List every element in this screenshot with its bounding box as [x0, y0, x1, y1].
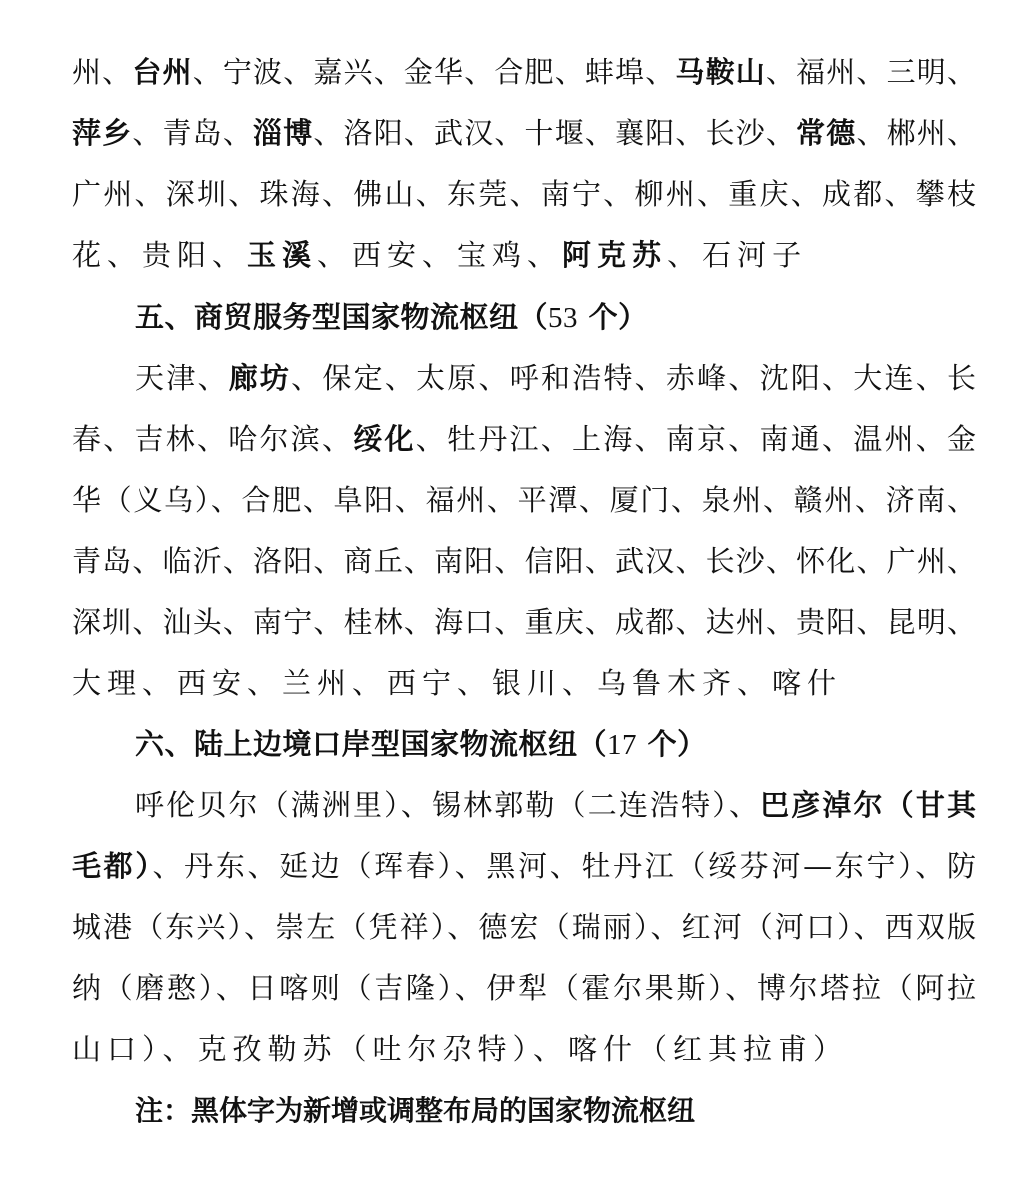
- section6-heading-title: 六、陆上边境口岸型国家物流枢纽（: [135, 727, 608, 761]
- hub-name-text: 、洛阳、武汉、十堰、襄阳、长沙、: [313, 116, 797, 150]
- hub-name-text: 广州、深圳、珠海、佛山、东莞、南宁、柳州、重庆、成都、攀枝: [72, 177, 976, 211]
- section6-line-3: [72, 907, 976, 947]
- section6-line-4: [72, 968, 976, 1008]
- hub-name-text: 、宁波、嘉兴、金华、合肥、蚌埠、: [192, 55, 676, 89]
- hub-name-text: 、丹东、延边（珲春）、黑河、牡丹江（绥芬河—东宁）、防: [152, 849, 976, 883]
- hub-name-text: 城港（东兴）、崇左（凭祥）、德宏（瑞丽）、红河（河口）、西双版: [72, 910, 976, 944]
- section6-heading: [135, 724, 976, 764]
- section6-line-5: [72, 1029, 976, 1069]
- highlighted-hub-name: 淄博: [253, 116, 314, 150]
- hub-name-text: 大理、西安、兰州、西宁、银川、乌鲁木齐、喀什: [72, 666, 843, 700]
- section5-line-1: [135, 358, 976, 398]
- hub-name-text: 、石河子: [667, 238, 808, 272]
- section4-line-4: [72, 235, 976, 275]
- hub-name-text: 青岛、临沂、洛阳、商丘、南阳、信阳、武汉、长沙、怀化、广州、: [72, 544, 976, 578]
- hub-name-text: 呼伦贝尔（满洲里）、锡林郭勒（二连浩特）、: [135, 788, 761, 822]
- section5-line-2: [72, 419, 976, 459]
- hub-name-text: 华（义乌）、合肥、阜阳、福州、平潭、厦门、泉州、赣州、济南、: [72, 483, 976, 517]
- section5-line-5: [72, 602, 976, 642]
- hub-name-text: 、郴州、: [856, 116, 976, 150]
- highlighted-hub-name: 廊坊: [228, 361, 292, 395]
- section4-line-1: [72, 52, 976, 92]
- section6-heading-suffix: 个）: [637, 727, 707, 761]
- highlighted-hub-name: 绥化: [353, 422, 416, 456]
- hub-name-text: 天津、: [135, 361, 229, 395]
- hub-name-text: 、青岛、: [132, 116, 254, 150]
- section5-heading-title: 五、商贸服务型国家物流枢纽（: [135, 300, 549, 334]
- section5-line-3: [72, 480, 976, 520]
- highlighted-hub-name: 马鞍山: [675, 55, 766, 89]
- highlighted-hub-name: 巴彦淖尔（甘其: [760, 788, 976, 822]
- section5-heading: [135, 297, 976, 337]
- hub-name-text: 州、: [72, 55, 133, 89]
- hub-name-text: 春、吉林、哈尔滨、: [72, 422, 354, 456]
- section4-line-3: [72, 174, 976, 214]
- section4-line-2: [72, 113, 976, 153]
- section5-line-6: [72, 663, 976, 703]
- hub-name-text: 、西安、宝鸡、: [317, 238, 563, 272]
- hub-name-text: 山口）、克孜勒苏（吐尔尕特）、喀什（红其拉甫）: [72, 1032, 849, 1066]
- hub-name-text: 深圳、汕头、南宁、桂林、海口、重庆、成都、达州、贵阳、昆明、: [72, 605, 976, 639]
- highlighted-hub-name: 台州: [132, 55, 193, 89]
- section5-heading-count: 53: [548, 302, 579, 334]
- highlighted-hub-name: 玉溪: [247, 238, 318, 272]
- hub-name-text: 、福州、三明、: [765, 55, 976, 89]
- hub-name-text: 纳（磨憨）、日喀则（吉隆）、伊犁（霍尔果斯）、博尔塔拉（阿拉: [72, 971, 976, 1005]
- hub-name-text: 、牡丹江、上海、南京、南通、温州、金: [415, 422, 976, 456]
- highlighted-hub-name: 常德: [796, 116, 857, 150]
- hub-name-text: 、保定、太原、呼和浩特、赤峰、沈阳、大连、长: [291, 361, 976, 395]
- section6-heading-count: 17: [607, 729, 638, 761]
- footnote: 注：黑体字为新增或调整布局的国家物流枢纽: [135, 1094, 696, 1127]
- hub-name-text: 花、贵阳、: [72, 238, 248, 272]
- section6-line-1: [135, 785, 976, 825]
- section6-line-2: [72, 846, 976, 886]
- section5-heading-suffix: 个）: [578, 300, 648, 334]
- highlighted-hub-name: 萍乡: [72, 116, 133, 150]
- section5-line-4: [72, 541, 976, 581]
- highlighted-hub-name: 毛都）: [72, 849, 153, 883]
- highlighted-hub-name: 阿克苏: [562, 238, 668, 272]
